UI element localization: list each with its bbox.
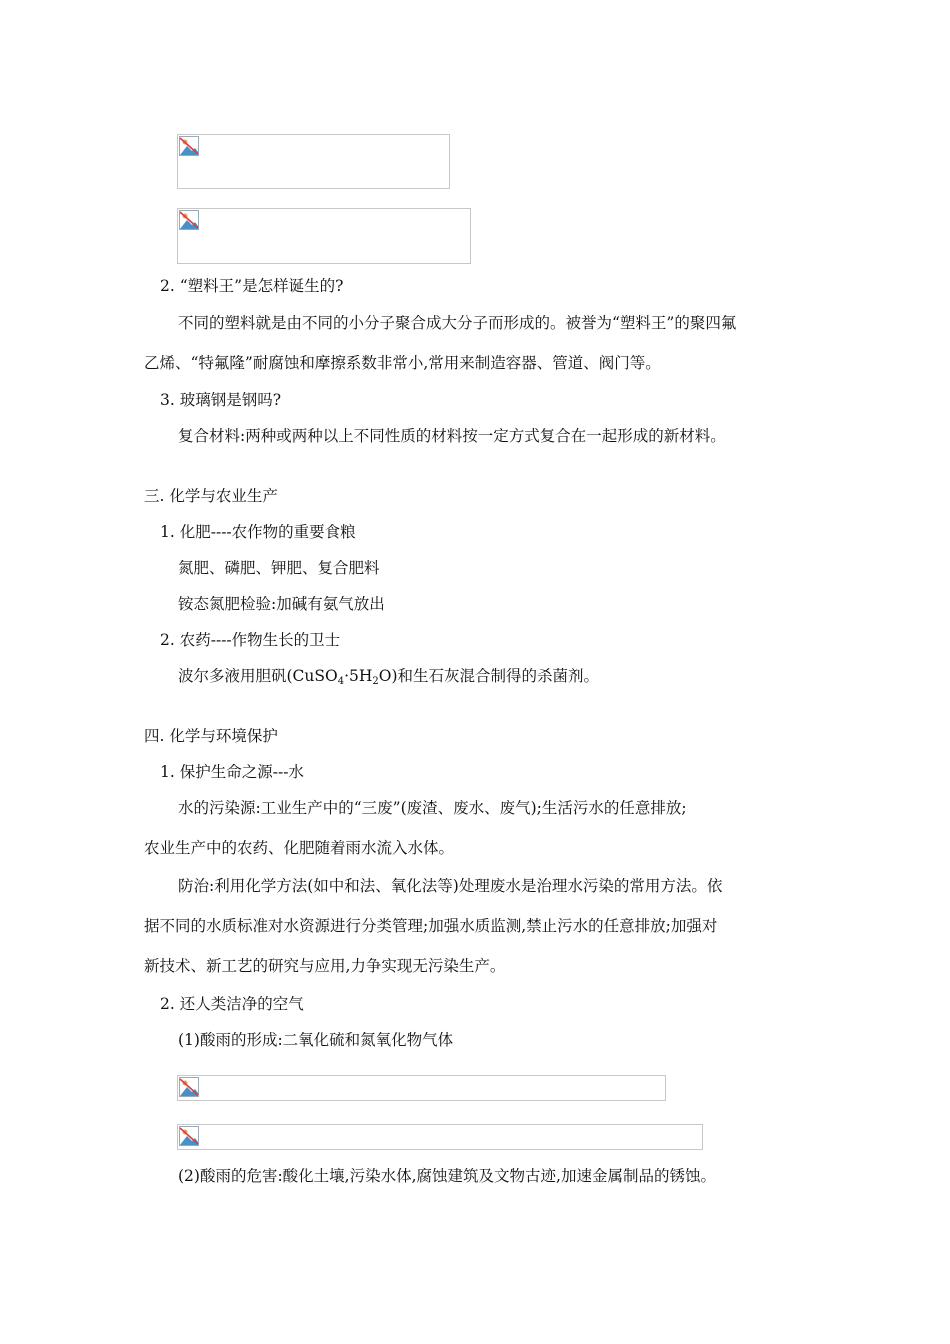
item-3-title: 3. 玻璃钢是钢吗? — [160, 391, 282, 409]
sub-item: (2)酸雨的危害:酸化土壤,污染水体,腐蚀建筑及文物古迹,加速金属制品的锈蚀。 — [178, 1167, 716, 1185]
paragraph: 乙烯、“特氟隆”耐腐蚀和摩擦系数非常小,常用来制造容器、管道、阀门等。 — [144, 354, 661, 372]
paragraph: 氮肥、磷肥、钾肥、复合肥料 — [178, 559, 380, 577]
broken-image-icon — [179, 210, 199, 230]
paragraph: 据不同的水质标准对水资源进行分类管理;加强水质监测,禁止污水的任意排放;加强对 — [144, 917, 718, 935]
text-run: ·5H — [344, 667, 373, 685]
section-heading-4: 四. 化学与环境保护 — [144, 727, 278, 745]
paragraph: 防治:利用化学方法(如中和法、氧化法等)处理废水是治理水污染的常用方法。依 — [178, 877, 723, 895]
paragraph: 复合材料:两种或两种以上不同性质的材料按一定方式复合在一起形成的新材料。 — [178, 427, 726, 445]
image-placeholder-3 — [177, 1075, 666, 1101]
text-run: O)和生石灰混合制得的杀菌剂。 — [378, 667, 600, 685]
image-placeholder-1 — [177, 134, 450, 189]
subscript: 2 — [372, 676, 379, 687]
paragraph: 水的污染源:工业生产中的“三废”(废渣、废水、废气);生活污水的任意排放; — [178, 799, 687, 817]
section-heading-3: 三. 化学与农业生产 — [144, 487, 278, 505]
subscript: 4 — [337, 676, 345, 687]
item-1-title: 1. 保护生命之源---水 — [160, 763, 304, 781]
paragraph-formula — [178, 666, 599, 686]
item-2-title: 2. 农药----作物生长的卫士 — [160, 631, 341, 649]
broken-image-icon — [179, 1126, 199, 1146]
paragraph: 农业生产中的农药、化肥随着雨水流入水体。 — [144, 839, 455, 857]
broken-image-icon — [179, 136, 199, 156]
image-placeholder-4 — [177, 1124, 703, 1150]
sub-item: (1)酸雨的形成:二氧化硫和氮氧化物气体 — [178, 1031, 454, 1049]
broken-image-icon — [179, 1077, 199, 1097]
item-1-title: 1. 化肥----农作物的重要食粮 — [160, 523, 356, 541]
paragraph: 不同的塑料就是由不同的小分子聚合成大分子而形成的。被誉为“塑料王”的聚四氟 — [178, 314, 737, 332]
item-2-title: 2. “塑料王”是怎样诞生的? — [160, 277, 344, 295]
item-2-title: 2. 还人类洁净的空气 — [160, 995, 304, 1013]
paragraph: 新技术、新工艺的研究与应用,力争实现无污染生产。 — [144, 957, 506, 975]
image-placeholder-2 — [177, 208, 471, 264]
text-run: 波尔多液用胆矾(CuSO — [178, 667, 338, 685]
paragraph: 铵态氮肥检验:加碱有氨气放出 — [178, 595, 385, 613]
